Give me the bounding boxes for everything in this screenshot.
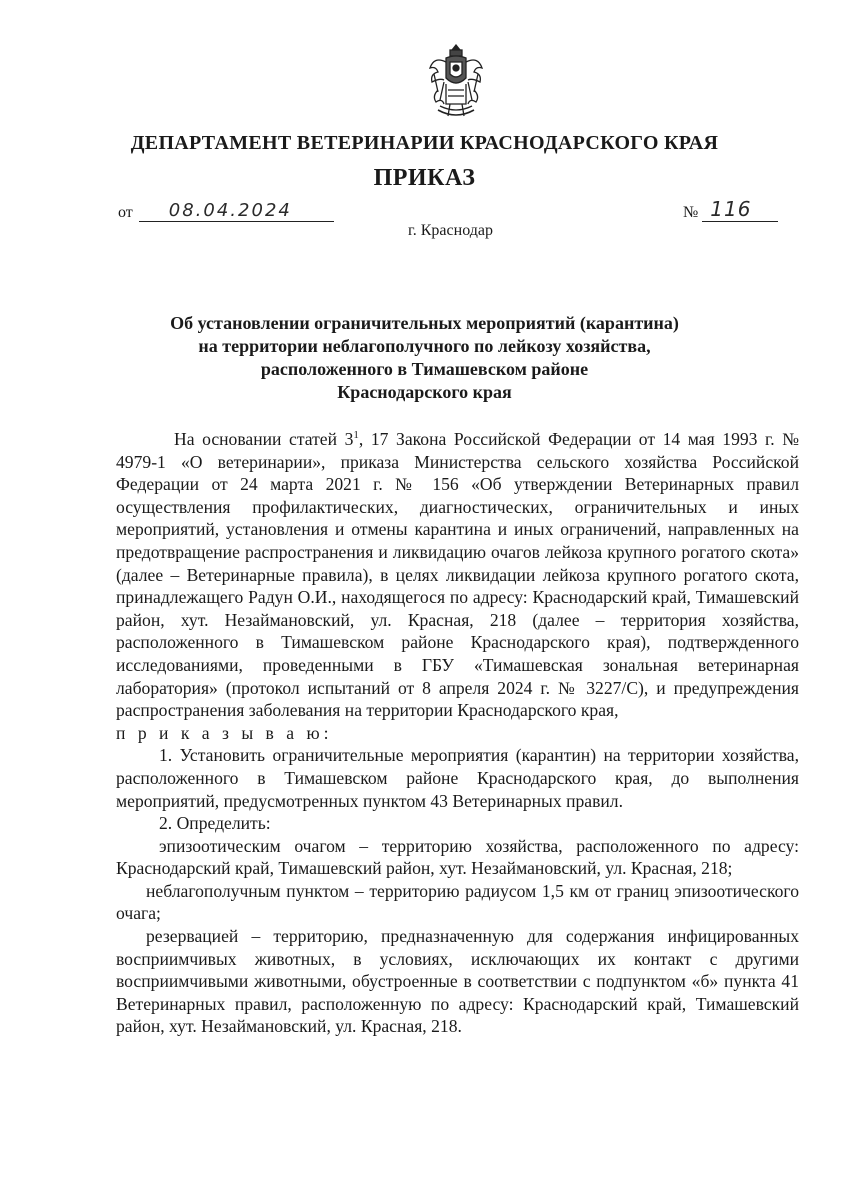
date-value: 08.04.2024: [168, 200, 292, 221]
date-field: [118, 200, 334, 222]
item-1: 1. Установить ограничительные мероприятия (карантин) на территории хозяйства, расположенного в Тимашевском районе Краснодарского края, до выполнения мероприятий, предусмотренных пунктом 43 Ветеринарных правил.: [116, 745, 799, 811]
item-2-epizootic-focus: эпизоотическим очагом – территорию хозяйства, расположенного по адресу: Краснодарский край, Тимашевский район, хут. Незаймановский, ул. Красная, 218;: [116, 835, 799, 879]
department-name: ДЕПАРТАМЕНТ ВЕТЕРИНАРИИ КРАСНОДАРСКОГО КРАЯ: [130, 132, 719, 154]
document-type: ПРИКАЗ: [373, 165, 476, 191]
subject-line: на территории неблагополучного по лейкозу хозяйства,: [198, 336, 651, 356]
item-2-reservation: резервацией – территорию, предназначенную для содержания инфицированных восприимчивых животных, в условиях, исключающих их контакт с другими восприимчивыми животными, обустроенные в соответствии с подпунктом «б» пункта 41 Ветеринарных правил, расположенную по адресу: Краснодарский край, Тимашевский район, хут. Незаймановский, ул. Красная, 218.: [116, 926, 799, 1037]
number-line: [702, 197, 778, 222]
document-subject: [0, 312, 849, 404]
subject-line: расположенного в Тимашевском районе: [260, 359, 589, 379]
article-superscript: 1: [353, 429, 359, 442]
number-prefix: №: [683, 204, 699, 221]
number-value: 116: [710, 197, 752, 221]
document-body: [116, 428, 799, 1038]
preamble-start: На основании статей 3: [174, 429, 354, 449]
date-line: [139, 200, 334, 222]
coat-of-arms-icon: [424, 44, 488, 122]
preamble-paragraph: [116, 428, 799, 722]
date-prefix: от: [118, 204, 133, 221]
subject-line: Краснодарского края: [337, 382, 512, 402]
item-2-unfavorable-point: неблагополучным пунктом – территорию радиусом 1,5 км от границ эпизоотического очага;: [116, 880, 799, 924]
preamble-rest: , 17 Закона Российской Федерации от 14 мая 1993 г. № 4979-1 «О ветеринарии», приказа Министерства сельского хозяйства Российской Федерации от 24 марта 2021 г. № 156 «Об утверждении Ветеринарных правил осуществления профилактических, диагностических, ограничительных и иных мероприятий, установления и отмены карантина и иных ограничений, направленных на предотвращение распространения и ликвидацию очагов лейкоза крупного рогатого скота» (далее – Ветеринарные правила), в целях ликвидации лейкоза крупного рогатого скота, принадлежащего Радун О.И., находящегося по адресу: Краснодарский край, Тимашевский район, хут. Незаймановский, ул. Красная, 218 (далее – территория хозяйства, расположенного в Тимашевском районе Краснодарского края), подтвержденного исследованиями, проведенными в ГБУ «Тимашевская зональная ветеринарная лаборатория» (протокол испытаний от 8 апреля 2024 г. № 3227/С), и предупреждения распространения заболевания на территории Краснодарского края,: [116, 429, 800, 721]
city: г. Краснодар: [408, 222, 493, 239]
subject-line: Об установлении ограничительных мероприятий (карантина): [170, 313, 679, 333]
item-2: 2. Определить:: [159, 813, 271, 834]
number-field: [683, 197, 778, 222]
order-word: п р и к а з ы в а ю:: [116, 722, 333, 743]
